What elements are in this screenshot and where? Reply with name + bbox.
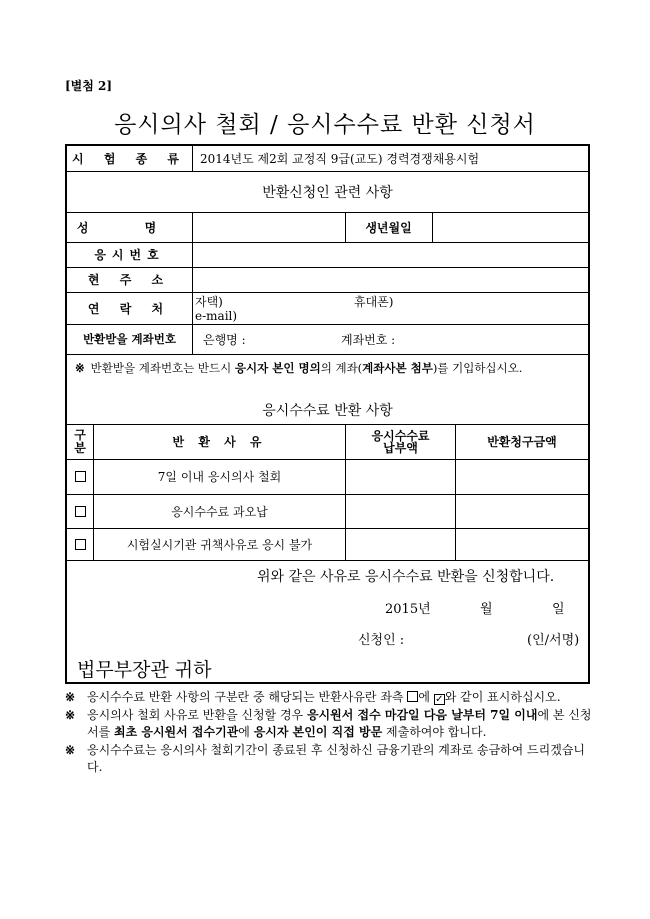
paid-amount-1[interactable] [346, 459, 455, 494]
note-text: 에 [238, 725, 250, 739]
name-label: 성 명 [76, 220, 183, 235]
claim-amount-1[interactable] [456, 459, 588, 494]
name-field[interactable] [193, 212, 345, 242]
exam-type-value: 2014년도 제2회 교정직 9급(교도) 경력경쟁채용시험 [200, 152, 480, 166]
contact-label: 연 락 처 [87, 301, 172, 316]
exam-number-field[interactable] [193, 242, 588, 267]
reason-label-2: 응시수수료 과오납 [171, 504, 268, 519]
reason-checkbox-3[interactable] [67, 528, 93, 560]
account-notice [75, 354, 588, 382]
note-text: 에 [418, 690, 430, 704]
notice-mark: ※ [75, 361, 85, 375]
claim-amount-3[interactable] [456, 528, 588, 560]
refund-section-title: 응시수수료 반환 사항 [262, 403, 393, 419]
day-text: 일 [552, 601, 565, 617]
note-mark: ※ [65, 743, 76, 757]
account-number-field[interactable]: 계좌번호 : [341, 332, 396, 347]
note-mark: ※ [65, 708, 76, 722]
notice-bold-1: 응시자 본인 명의 [234, 361, 321, 375]
claim-amount-2[interactable] [456, 494, 588, 528]
birth-field[interactable] [433, 212, 588, 242]
note-1 [65, 689, 593, 706]
applicant-signature-label: 신청인 : [358, 632, 405, 648]
addressee: 법무부장관 귀하 [77, 658, 212, 681]
paid-amount-3[interactable] [346, 528, 455, 560]
year-text: 2015년 [385, 601, 431, 617]
address-field[interactable] [193, 267, 588, 292]
bank-name-field[interactable]: 은행명 : [203, 332, 246, 347]
note-text: 제출하여야 합니다. [386, 725, 487, 739]
note-2 [65, 707, 593, 741]
col-claim-header: 반환청구금액 [487, 435, 557, 449]
note-text: 응시수수료 반환 사항의 구분란 중 해당되는 반환사유란 좌측 [87, 690, 404, 704]
exam-type-label: 시 험 종 류 [72, 152, 187, 166]
note-bold: 응시자 본인이 직접 방문 [253, 725, 383, 739]
declaration-statement: 위와 같은 사유로 응시수수료 반환을 신청합니다. [257, 569, 555, 585]
application-form [65, 144, 590, 684]
note-bold: 최초 응시원서 접수기관 [114, 725, 239, 739]
form-title: 응시의사 철회 / 응시수수료 반환 신청서 [114, 112, 536, 138]
empty-checkbox-icon [407, 691, 418, 702]
account-label: 반환받을 계좌번호 [83, 332, 176, 346]
note-3 [65, 742, 593, 776]
notes [65, 689, 593, 777]
note-text: 에 본 신청서를 [87, 708, 592, 739]
notice-text-3: )를 기입하십시오. [432, 361, 523, 375]
reason-checkbox-2[interactable] [67, 494, 93, 528]
notice-text-1: 반환받을 계좌번호는 반드시 [90, 361, 232, 375]
reason-checkbox-1[interactable] [67, 459, 93, 494]
address-label: 현 주 소 [87, 273, 172, 287]
paid-amount-2[interactable] [346, 494, 455, 528]
email-field[interactable]: e-mail) [195, 309, 238, 323]
col-reason-header: 반 환 사 유 [172, 435, 267, 449]
reason-label-3: 시험실시기관 귀책사유로 응시 불가 [126, 537, 313, 552]
mobile-field[interactable]: 휴대폰) [354, 294, 394, 309]
reason-label-1: 7일 이내 응시의사 철회 [157, 470, 282, 484]
note-bold: 응시원서 접수 마감일 다음 날부터 7일 이내 [306, 708, 538, 722]
attachment-label: [별첨 2] [65, 79, 113, 93]
note-text: 응시의사 철회 사유로 반환을 신청할 경우 [87, 708, 304, 722]
note-mark: ※ [65, 690, 76, 704]
note-text: 와 같이 표시하십시오. [444, 690, 561, 704]
exam-number-label: 응시번호 [94, 248, 165, 262]
notice-bold-2: 계좌사본 첨부 [362, 361, 433, 375]
home-phone-field[interactable]: 자택) [195, 294, 223, 309]
note-text: 응시수수료는 응시의사 철회기간이 종료된 후 신청하신 금융기관의 계좌로 송금하여 드리겠습니다. [87, 743, 586, 774]
seal-signature-field[interactable]: (인/서명) [527, 632, 580, 648]
birth-label: 생년월일 [365, 220, 412, 235]
col-paid-header: 응시수수료 납부액 [371, 428, 430, 455]
col-type-header: 구분 [74, 427, 86, 455]
checked-checkbox-icon: ✓ [435, 694, 444, 705]
month-text: 월 [480, 601, 493, 617]
notice-text-2: 의 계좌( [320, 361, 363, 375]
applicant-section-title: 반환신청인 관련 사항 [262, 184, 393, 201]
